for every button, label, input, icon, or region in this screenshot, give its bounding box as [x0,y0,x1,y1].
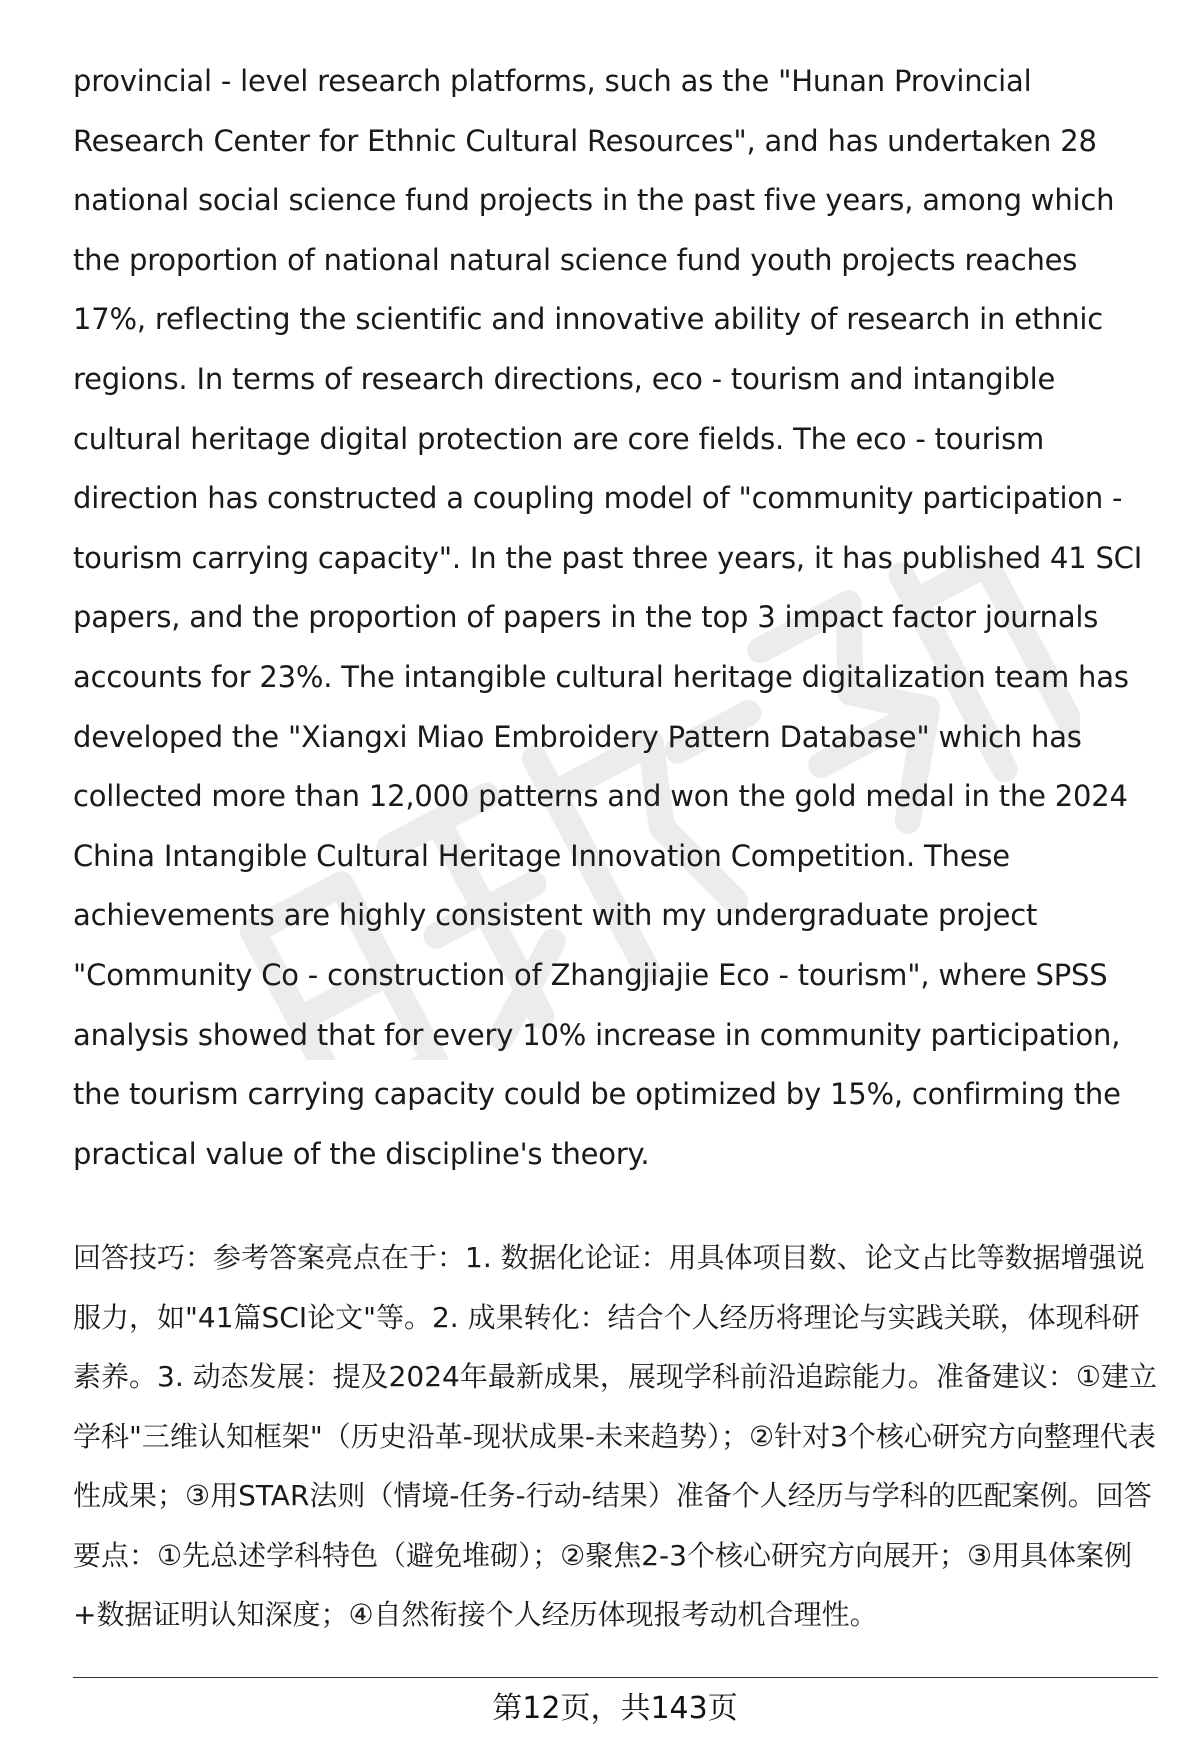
document-page [73,52,1158,1645]
body-paragraph: provincial - level research platforms, such as the "Hunan Provincial Research Center for Ethnic Cultural Resources", and has undertaken 28 national social science fund projects in the past five years, among which the proportion of national natural science fund youth projects reaches 17%, reflecting the scientific and innovative ability of research in ethnic regions. In terms of research directions, eco - tourism and intangible cultural heritage digital protection are core fields. The eco - tourism direction has constructed a coupling model of "community participation - tourism carrying capacity". In the past three years, it has published 41 SCI papers, and the proportion of papers in the top 3 impact factor journals accounts for 23%. The intangible cultural heritage digitalization team has developed the "Xiangxi Miao Embroidery Pattern Database" which has collected more than 12,000 patterns and won the gold medal in the 2024 China Intangible Cultural Heritage Innovation Competition. These achievements are highly consistent with my undergraduate project "Community Co - construction of Zhangjiajie Eco - tourism", where SPSS analysis showed that for every 10% increase in community participation, the tourism carrying capacity could be optimized by 15%, confirming the practical value of the discipline's theory. [73,64,1143,1171]
page-number: 第12页，共143页 [492,1691,738,1726]
footer-divider [73,1677,1158,1678]
answer-tips-paragraph: 回答技巧：参考答案亮点在于：1. 数据化论证：用具体项目数、论文占比等数据增强说服力，如"41篇SCI论文"等。2. 成果转化：结合个人经历将理论与实践关联，体现科研素养。3. 动态发展：提及2024年最新成果，展现学科前沿追踪能力。准备建议：①建立学科"三维认知框架"（历史沿革-现状成果-未来趋势）；②针对3个核心研究方向整理代表性成果；③用STAR法则（情境-任务-行动-结果）准备个人经历与学科的匹配案例。回答要点：①先总述学科特色（避免堆砌）；②聚焦2-3个核心研究方向展开；③用具体案例+数据证明认知深度；④自然衔接个人经历体现报考动机合理性。 [73,1241,1157,1632]
